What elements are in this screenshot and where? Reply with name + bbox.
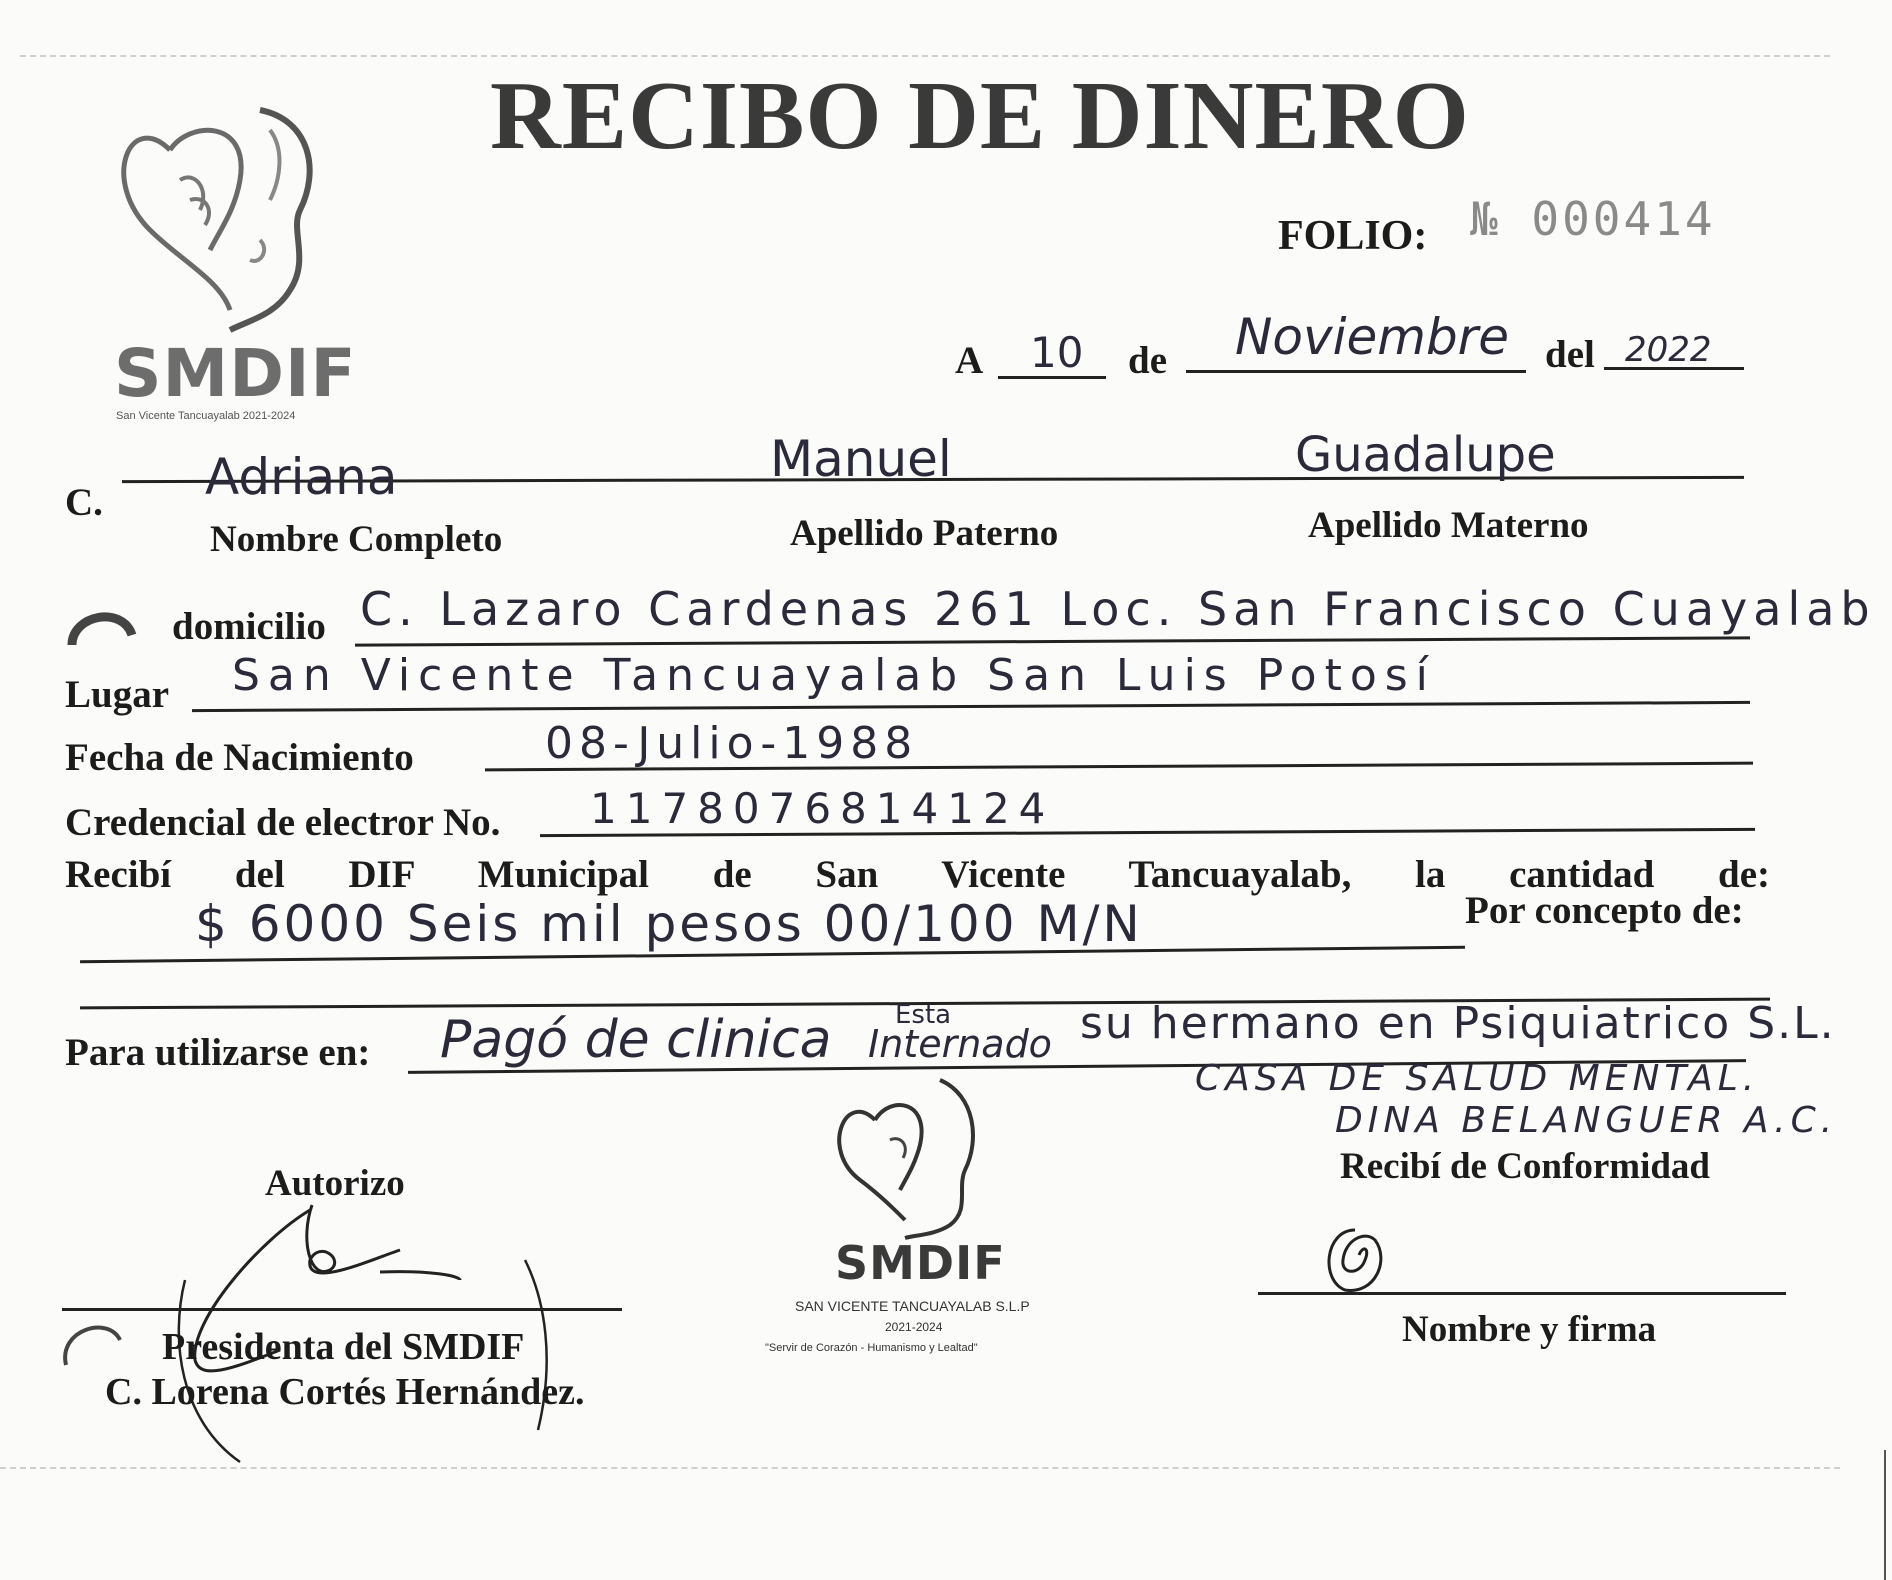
- label-paternal: Apellido Paterno: [790, 513, 1059, 554]
- birth-label: Fecha de Nacimiento: [65, 736, 414, 779]
- use-value-internado: Internado: [868, 1022, 1052, 1066]
- casa-line-2: DINA BELANGUER A.C.: [1335, 1100, 1838, 1141]
- month-line: [1186, 370, 1526, 373]
- label-maternal: Apellido Materno: [1308, 505, 1589, 546]
- smdif-stamp: [765, 1070, 1075, 1370]
- page-title: RECIBO DE DINERO: [490, 62, 1470, 170]
- folio-number: № 000414: [1470, 192, 1716, 246]
- casa-line-1: CASA DE SALUD MENTAL.: [1195, 1058, 1760, 1099]
- label-first-name: Nombre Completo: [210, 519, 503, 560]
- recipient-signature: [1315, 1220, 1395, 1300]
- birth-value: 08-Julio-1988: [545, 718, 919, 769]
- date-del: del: [1545, 333, 1595, 376]
- name-maternal: Guadalupe: [1295, 427, 1556, 483]
- use-value-esta: Esta: [895, 1000, 952, 1030]
- name-prefix: C.: [65, 481, 103, 524]
- stamp-line-1: SAN VICENTE TANCUAYALAB S.L.P: [795, 1298, 1030, 1314]
- amount-text: $ 6000 Seis mil pesos 00/100 M/N: [195, 895, 1143, 953]
- voter-label: Credencial de electror No.: [65, 801, 501, 844]
- stamp-brand: SMDIF: [835, 1236, 1006, 1290]
- authorize-person: C. Lorena Cortés Hernández.: [105, 1371, 585, 1413]
- date-month: Noviembre: [1235, 308, 1509, 366]
- place-value: San Vicente Tancuayalab San Luis Potosí: [232, 650, 1436, 701]
- heart-face-stamp-icon: [765, 1070, 1075, 1240]
- authorize-label: Autorizo: [265, 1163, 405, 1204]
- authorize-line: [62, 1308, 622, 1311]
- scan-edge-top: [20, 55, 1830, 57]
- place-line: [192, 701, 1750, 712]
- address-value: C. Lazaro Cardenas 261 Loc. San Francisco Cuayalab: [360, 582, 1876, 636]
- use-value-main: Pagó de clinica: [440, 1010, 832, 1070]
- voter-value: 1178076814124: [590, 784, 1055, 833]
- place-label: Lugar: [65, 673, 170, 716]
- date-prefix: A: [955, 339, 984, 382]
- hole-punch-mark-2: [58, 1315, 128, 1375]
- stamp-line-3: "Servir de Corazón - Humanismo y Lealtad": [765, 1342, 978, 1354]
- date-year: 2022: [1625, 330, 1712, 370]
- logo-subtitle: San Vicente Tancuayalab 2021-2024: [116, 410, 296, 422]
- name-first: Adriana: [205, 448, 398, 506]
- date-de: de: [1128, 339, 1167, 382]
- authorize-role: Presidenta del SMDIF: [162, 1326, 525, 1368]
- conformity-line: [1258, 1292, 1786, 1295]
- conformity-label: Recibí de Conformidad: [1340, 1146, 1710, 1187]
- use-value-rest: su hermano en Psiquiatrico S.L.: [1080, 998, 1836, 1049]
- name-paternal: Manuel: [770, 430, 952, 488]
- address-line: [355, 636, 1750, 646]
- date-day: 10: [1030, 328, 1084, 377]
- heart-face-icon: [110, 90, 340, 340]
- stamp-line-2: 2021-2024: [885, 1320, 943, 1334]
- conformity-sign-label: Nombre y firma: [1402, 1309, 1657, 1350]
- received-sentence: Recibí del DIF Municipal de San Vicente Tancuayalab, la cantidad de:: [65, 853, 1770, 896]
- address-label: domicilio: [172, 605, 326, 648]
- smdif-logo-top: [110, 90, 357, 422]
- hole-punch-mark: [62, 600, 142, 650]
- corner-mark: [1884, 1450, 1892, 1580]
- concept-label: Por concepto de:: [1465, 889, 1744, 932]
- folio-label: FOLIO:: [1278, 213, 1428, 259]
- logo-brand: SMDIF: [114, 335, 357, 412]
- use-label: Para utilizarse en:: [65, 1031, 371, 1074]
